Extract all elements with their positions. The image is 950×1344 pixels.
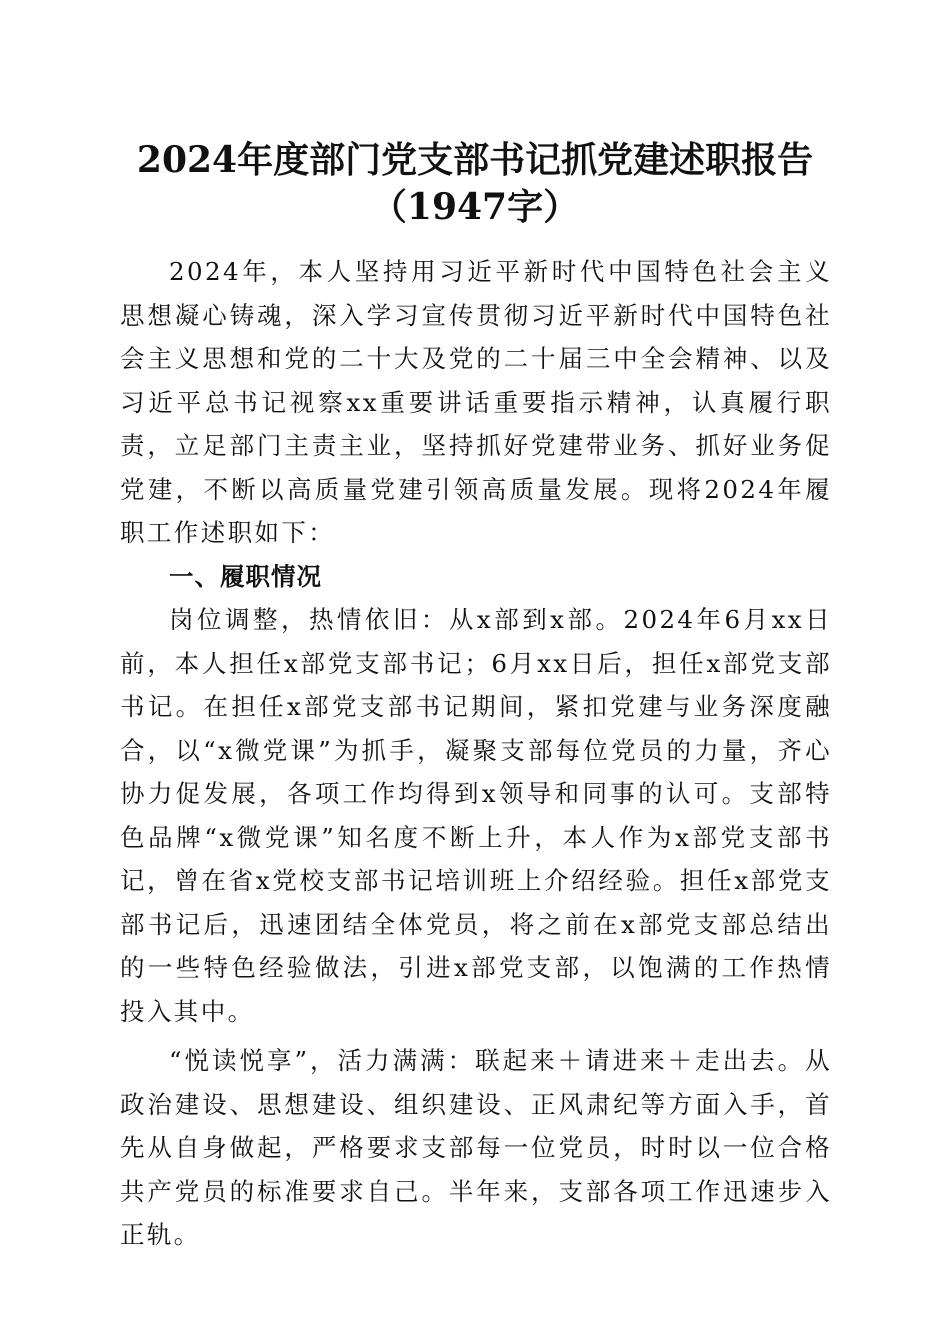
section-heading: 一、履职情况 (169, 561, 322, 591)
body-paragraph: 岗位调整，热情依旧：从x部到x部。2024年6月xx日前，本人担任x部党支部书记；6月xx日后，担任x部党支部书记。在担任x部党支部书记期间，紧扣党建与业务深度融合，以“x微党课”为抓手，凝聚支部每位党员的力量，齐心协力促发展，各项工作均得到x领导和同事的认可。支部特色品牌“x微党课”知名度不断上升，本人作为x部党支部书记，曾在省x党校支部书记培训班上介绍经验。担任x部党支部书记后，迅速团结全体党员，将之前在x部党支部总结出的一些特色经验做法，引进x部党支部，以饱满的工作热情投入其中。 (120, 605, 832, 1026)
document-body (120, 250, 832, 1257)
intro-paragraph: 2024年，本人坚持用习近平新时代中国特色社会主义思想凝心铸魂，深入学习宣传贯彻习近平新时代中国特色社会主义思想和党的二十大及党的二十届三中全会精神、以及习近平总书记视察xx重要讲话重要指示精神，认真履行职责，立足部门主责主业，坚持抓好党建带业务、抓好业务促党建，不断以高质量党建引领高质量发展。现将2024年履职工作述职如下： (120, 257, 832, 547)
body-paragraph: “悦读悦享”，活力满满：联起来＋请进来＋走出去。从政治建设、思想建设、组织建设、正风肃纪等方面入手，首先从自身做起，严格要求支部每一位党员，时时以一位合格共产党员的标准要求自己。半年来，支部各项工作迅速步入正轨。 (120, 1046, 832, 1249)
document-title: 2024年度部门党支部书记抓党建述职报告 (136, 139, 814, 181)
document-subtitle: （1947字） (370, 186, 580, 228)
